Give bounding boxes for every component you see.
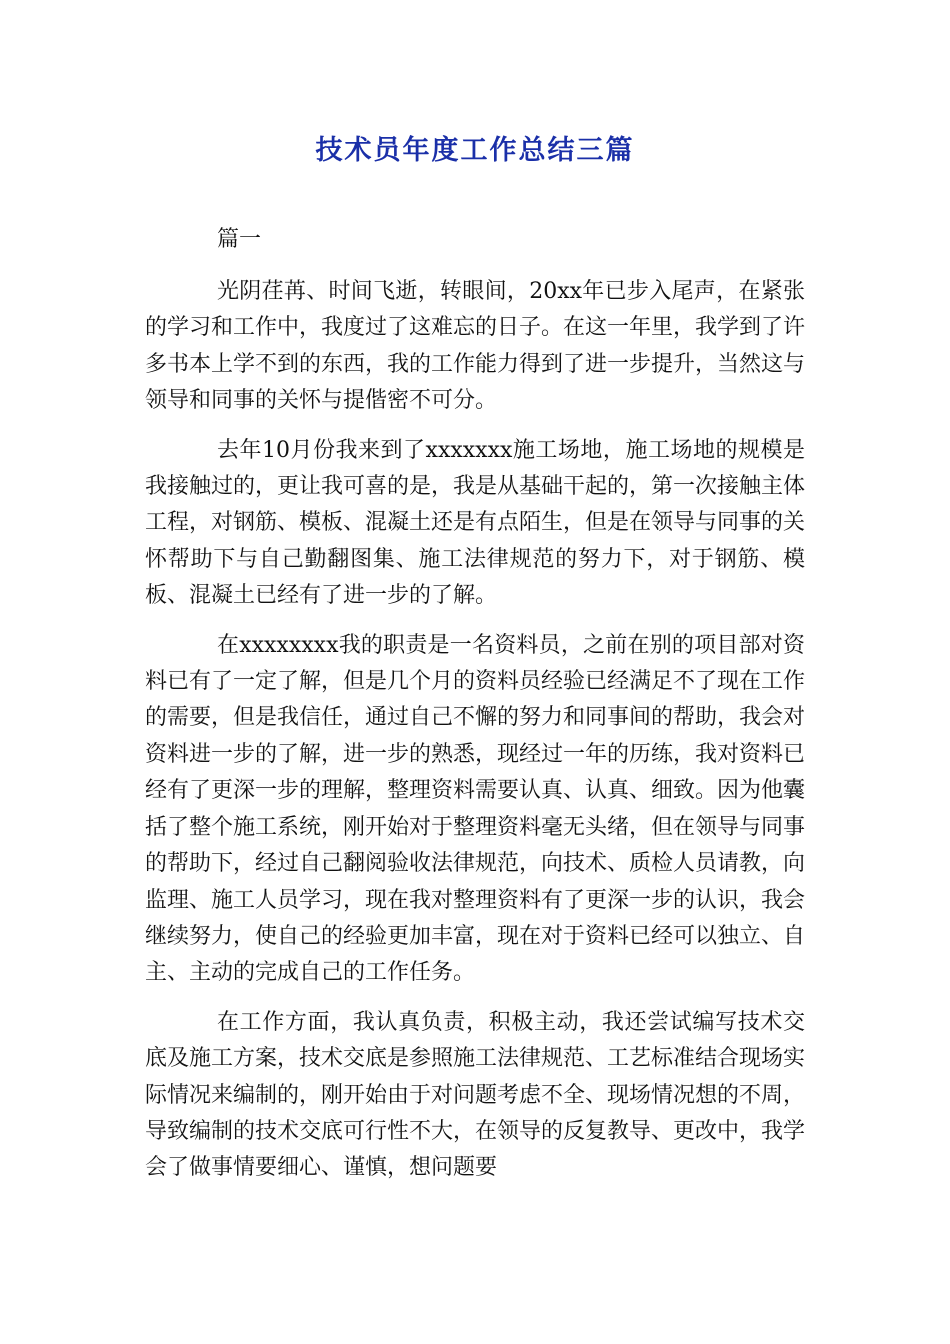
- document-title: 技术员年度工作总结三篇: [315, 135, 635, 166]
- paragraph-1: 光阴荏苒、时间飞逝，转眼间，20xx年已步入尾声，在紧张的学习和工作中，我度过了这难忘的日子。在这一年里，我学到了许多书本上学不到的东西，我的工作能力得到了进一步提升，当然这与领导和同事的关怀与提偕密不可分。: [145, 279, 806, 414]
- paragraph-4: 在工作方面，我认真负责，积极主动，我还尝试编写技术交底及施工方案，技术交底是参照施工法律规范、工艺标准结合现场实际情况来编制的，刚开始由于对问题考虑不全、现场情况想的不周，导致编制的技术交底可行性不大，在领导的反复教导、更改中，我学会了做事情要细心、谨慎，想问题要: [145, 1009, 806, 1181]
- paragraph-3: 在xxxxxxxx我的职责是一名资料员，之前在别的项目部对资料已有了一定了解，但是几个月的资料员经验已经满足不了现在工作的需要，但是我信任，通过自己不懈的努力和同事间的帮助，我会对资料进一步的了解，进一步的熟悉，现经过一年的历练，我对资料已经有了更深一步的理解，整理资料需要认真、认真、细致。因为他囊括了整个施工系统，刚开始对于整理资料毫无头绪，但在领导与同事的帮助下，经过自己翻阅验收法律规范，向技术、质检人员请教，向监理、施工人员学习，现在我对整理资料有了更深一步的认识，我会继续努力，使自己的经验更加丰富，现在对于资料已经可以独立、自主、主动的完成自己的工作任务。: [145, 632, 806, 986]
- section-label: 篇一: [217, 227, 262, 252]
- paragraph-2: 去年10月份我来到了xxxxxxx施工场地，施工场地的规模是我接触过的，更让我可喜的是，我是从基础干起的，第一次接触主体工程，对钢筋、模板、混凝土还是有点陌生，但是在领导与同事的关怀帮助下与自己勤翻图集、施工法律规范的努力下，对于钢筋、模板、混凝土已经有了进一步的了解。: [145, 437, 806, 609]
- document-body: [145, 222, 805, 1200]
